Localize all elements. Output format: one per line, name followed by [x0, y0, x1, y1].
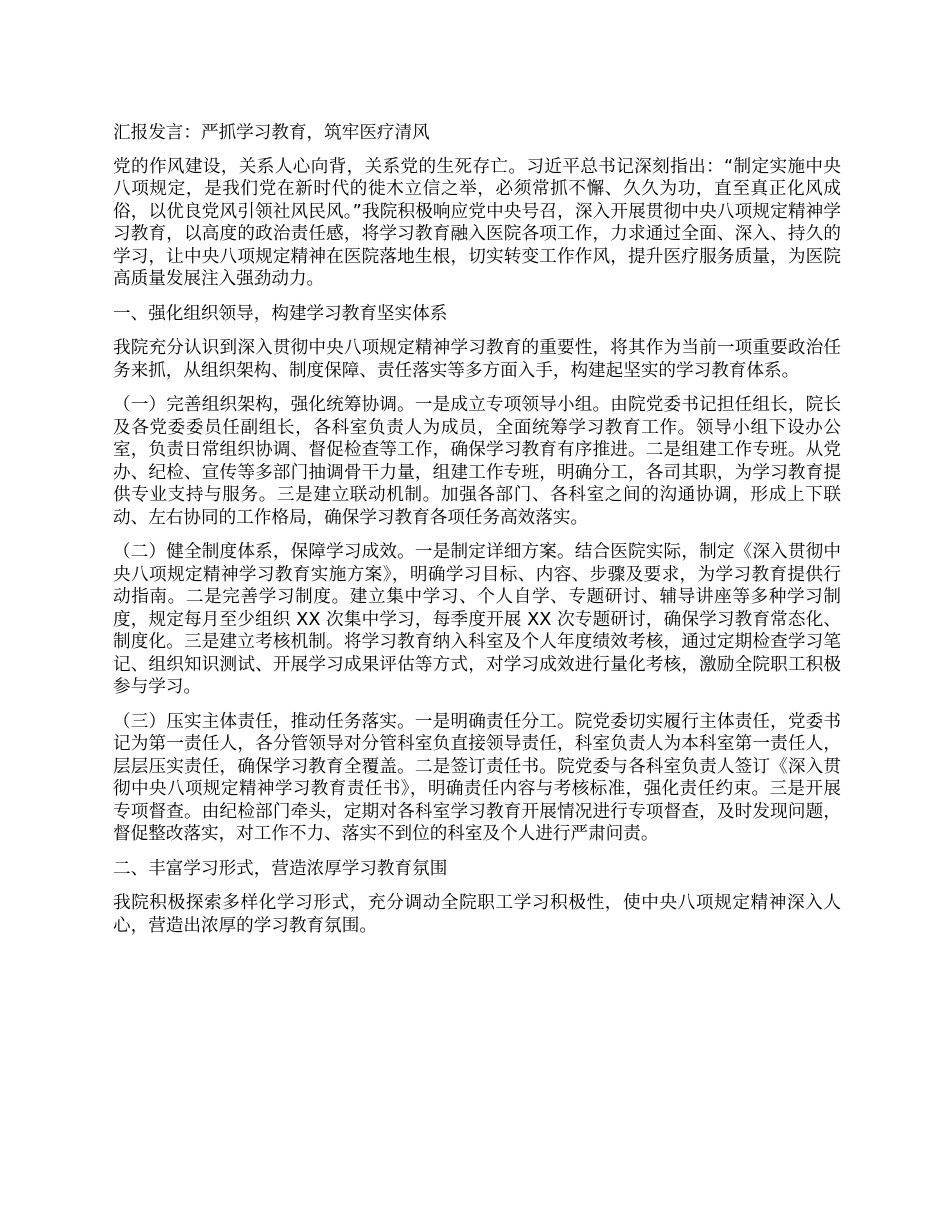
document-title: 汇报发言：严抓学习教育，筑牢医疗清风 [113, 123, 430, 143]
section-2-heading: 二、丰富学习形式，营造浓厚学习教育氛围 [113, 858, 448, 879]
intro-paragraph: 党的作风建设，关系人心向背，关系党的生死存亡。习近平总书记深刻指出：“制定实施中央八项规定，是我们党在新时代的徙木立信之举，必须常抓不懈、久久为功，直至真正化风成俗，以优良党风引领社风民风。”我院积极响应党中央号召，深入开展贯彻中央八项规定精神学习教育，以高度的政治责任感，将学习教育融入医院各项工作，力求通过全面、深入、持久的学习，让中央八项规定精神在医院落地生根，切实转变工作作风，提升医疗服务质量，为医院高质量发展注入强劲动力。 [113, 156, 841, 289]
section-1-sub-3: （三）压实主体责任，推动任务落实。一是明确责任分工。院党委切实履行主体责任，党委书记为第一责任人，各分管领导对分管科室负直接领导责任，科室负责人为本科室第一责任人，层层压实责任，确保学习教育全覆盖。二是签订责任书。院党委与各科室负责人签订《深入贯彻中央八项规定精神学习教育责任书》，明确责任内容与考核标准，强化责任约束。三是开展专项督查。由纪检部门牵头，定期对各科室学习教育开展情况进行专项督查，及时发现问题，督促整改落实，对工作不力、落实不到位的科室及个人进行严肃问责。 [113, 711, 841, 844]
document-body [113, 122, 841, 949]
section-1-sub-1: （一）完善组织架构，强化统筹协调。一是成立专项领导小组。由院党委书记担任组长，院长及各党委委员任副组长，各科室负责人为成员，全面统筹学习教育工作。领导小组下设办公室，负责日常组织协调、督促检查等工作，确保学习教育有序推进。二是组建工作专班。从党办、纪检、宣传等多部门抽调骨干力量，组建工作专班，明确分工，各司其职，为学习教育提供专业支持与服务。三是建立联动机制。加强各部门、各科室之间的沟通协调，形成上下联动、左右协同的工作格局，确保学习教育各项任务高效落实。 [113, 395, 841, 528]
section-1-heading: 一、强化组织领导，构建学习教育坚实体系 [113, 303, 448, 324]
section-2-intro: 我院积极探索多样化学习形式，充分调动全院职工学习积极性，使中央八项规定精神深入人心，营造出浓厚的学习教育氛围。 [113, 893, 841, 936]
section-1-sub-2: （二）健全制度体系，保障学习成效。一是制定详细方案。结合医院实际，制定《深入贯彻中央八项规定精神学习教育实施方案》，明确学习目标、内容、步骤及要求，为学习教育提供行动指南。二是完善学习制度。建立集中学习、个人自学、专题研讨、辅导讲座等多种学习制度，规定每月至少组织 XX 次集中学习，每季度开展 XX 次专题研讨，确保学习教育常态化、制度化。三是建立考核机制。将学习教育纳入科室及个人年度绩效考核，通过定期检查学习笔记、组织知识测试、开展学习成果评估等方式，对学习成效进行量化考核，激励全院职工积极参与学习。 [113, 542, 841, 697]
section-1-intro: 我院充分认识到深入贯彻中央八项规定精神学习教育的重要性，将其作为当前一项重要政治任务来抓，从组织架构、制度保障、责任落实等多方面入手，构建起坚实的学习教育体系。 [113, 338, 841, 381]
